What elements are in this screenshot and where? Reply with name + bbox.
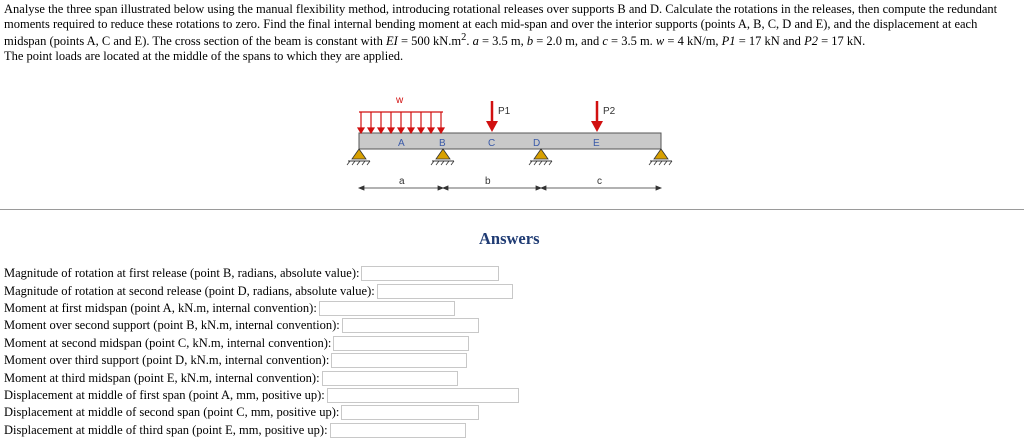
answer-row (4, 352, 519, 369)
symbol-EI: EI (386, 34, 398, 49)
answer-input-rotation-B[interactable] (361, 266, 499, 281)
answer-input-displacement-E[interactable] (330, 423, 466, 438)
symbol-P2: P2 (804, 34, 818, 49)
problem-text: = 3.5 m, (478, 34, 527, 49)
dim-label-c: c (597, 176, 602, 187)
answers-heading: Answers (479, 229, 540, 248)
point-label-D: D (533, 138, 541, 149)
answer-label: Moment over second support (point B, kN.m, internal convention): (4, 318, 340, 333)
problem-text: = 3.5 m. (607, 34, 656, 49)
symbol-c: c (602, 34, 608, 49)
answer-label: Moment at first midspan (point A, kN.m, internal convention): (4, 300, 317, 315)
answer-label: Magnitude of rotation at first release (point B, radians, absolute value): (4, 266, 360, 281)
answer-label: Moment at second midspan (point C, kN.m, internal convention): (4, 335, 332, 350)
point-load-P1 (486, 101, 498, 132)
support-right (649, 149, 672, 165)
answer-label: Displacement at middle of first span (point A, mm, positive up): (4, 387, 325, 402)
symbol-w: w (655, 34, 665, 49)
problem-text: = 17 kN. (817, 34, 866, 49)
answers-form (4, 265, 519, 439)
symbol-a: a (472, 34, 479, 49)
support-D (529, 149, 552, 165)
answer-label: Magnitude of rotation at second release (point D, radians, absolute value): (4, 283, 375, 298)
point-label-A: A (398, 138, 405, 149)
answer-row (4, 300, 519, 317)
symbol-b: b (526, 34, 534, 49)
answer-input-moment-A[interactable] (319, 301, 455, 316)
dimension-b (443, 186, 541, 190)
answer-row (4, 335, 519, 352)
answer-row (4, 369, 519, 386)
point-label-C: C (488, 138, 496, 149)
problem-text: = 500 kN.m (397, 34, 462, 49)
beam-diagram (0, 0, 1024, 210)
P2-label: P2 (603, 106, 616, 117)
symbol-P1: P1 (721, 34, 736, 49)
answer-input-displacement-C[interactable] (341, 405, 479, 420)
answer-input-moment-D[interactable] (331, 353, 467, 368)
point-label-B: B (439, 138, 446, 149)
answer-row (4, 317, 519, 334)
answer-row (4, 404, 519, 421)
answer-label: Displacement at middle of third span (point E, mm, positive up): (4, 422, 328, 437)
answer-input-moment-B[interactable] (342, 318, 479, 333)
w-label: w (396, 95, 404, 106)
answer-row (4, 422, 519, 439)
answer-row (4, 387, 519, 404)
dim-label-b: b (485, 176, 491, 187)
problem-text: = 2.0 m, and (533, 34, 603, 49)
support-left (347, 149, 370, 165)
answer-input-moment-E[interactable] (322, 371, 458, 386)
support-B (431, 149, 454, 165)
P1-label: P1 (498, 106, 511, 117)
problem-paragraph-2: The point loads are located at the middle of the spans to which they are applied. (4, 48, 404, 63)
answer-label: Moment at third midspan (point E, kN.m, internal convention): (4, 370, 320, 385)
answer-input-rotation-D[interactable] (377, 284, 513, 299)
answer-label: Displacement at middle of second span (point C, mm, positive up): (4, 405, 340, 420)
answer-label: Moment over third support (point D, kN.m, internal convention): (4, 353, 330, 368)
problem-text: . (466, 34, 473, 49)
problem-text: = 17 kN and (735, 34, 805, 49)
point-label-E: E (593, 138, 600, 149)
answer-input-moment-C[interactable] (333, 336, 469, 351)
problem-text: Analyse the three span illustrated below using the manual flexibility method, introducing rotational releases over supports B and D. Calculate the rotations in the releases, then compute the redundant moments required to reduce these rotations to zero. Find the final internal bending moment at each mid-span and over the interior supports (points A, B, C, D and E), and the displacement at each midspan (points A, C and E). The cross section of the beam is constant with (4, 2, 998, 49)
problem-text: = 4 kN/m, (664, 34, 722, 49)
answer-input-displacement-A[interactable] (327, 388, 519, 403)
superscript: 2 (461, 32, 467, 43)
dim-label-a: a (399, 176, 405, 187)
divider (0, 209, 1024, 210)
answer-row (4, 282, 519, 299)
distributed-load (358, 112, 444, 133)
answer-row (4, 265, 519, 282)
point-load-P2 (591, 101, 603, 132)
